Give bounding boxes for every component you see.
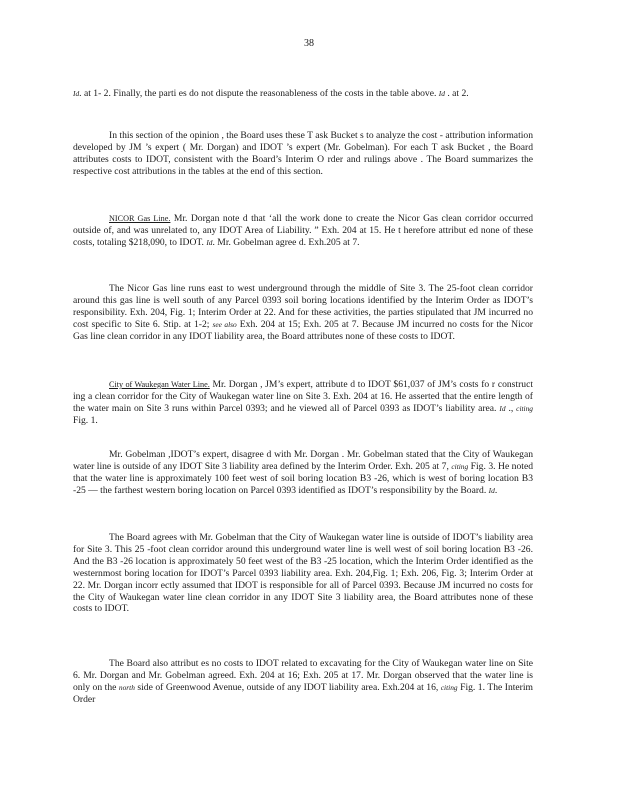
paragraph-nicor-gas-line — [73, 213, 533, 249]
citation-italic: citing — [451, 461, 469, 471]
citation-italic: Id — [488, 485, 495, 495]
body-text: ., — [505, 402, 517, 414]
citation-italic: Id — [499, 403, 506, 413]
citation-italic: citing — [440, 682, 458, 692]
body-text: In this section of the opinion , the Board uses these T ask Bucket s to analyze the cost - attribution information developed by JM ’s expert ( Mr. Dorgan) and IDOT ’s expert (Mr. Gobelman). For each T ask Bucket , the Board attributes costs to IDOT, consistent with the Board’s Interim O rder and rulings above . The Board summarizes the respective cost attributions in the tables at the end of this section. — [73, 130, 533, 177]
citation-italic: Id — [438, 89, 445, 98]
body-text: The Nicor Gas line runs east to west underground through the middle of Site 3. The 25-foot clean corridor around this gas line is well south of any Parcel 0393 soil boring locations identified by the Interim Order as IDOT’s responsibility. Exh. 204, Fig. 1; Interim Order at 22. And for these activities, the parties stipulated that JM incurred no cost specific to Site 6. Stip. at 1-2; — [73, 283, 533, 330]
body-text: side of Greenwood Avenue, outside of any IDOT liability area. Exh.204 at 16, — [134, 681, 441, 693]
citation-italic: see also — [212, 319, 237, 329]
body-text: Mr. Dorgan note d that ‘all the work done to create the Nicor Gas clean corridor occurred outside of, and was unrelated to, any IDOT Area of Liability. ” Exh. 204 at 15. He t herefore attribut ed none of these costs, totaling $218,090, to IDOT. — [73, 213, 533, 248]
paragraph-board-agrees — [73, 532, 533, 615]
paragraph-intro — [73, 130, 533, 178]
body-text: . at 1- 2. Finally, the parti es do not dispute the reasonableness of the costs in the table above. — [79, 88, 439, 99]
body-text: . Mr. Gobelman agree d. Exh.205 at 7. — [212, 236, 360, 248]
paragraph-continuation — [73, 88, 533, 100]
paragraph-nicor-analysis — [73, 283, 533, 343]
citation-italic: Id — [206, 237, 213, 247]
body-text: Mr. Gobelman ,IDOT’s expert, disagree d with Mr. Dorgan . Mr. Gobelman stated that the City of Waukegan water line is outside of any IDOT Site 3 liability area defined by the Interim Order. Exh. 205 at 7, — [73, 449, 533, 472]
citation-italic: citing — [516, 403, 534, 413]
body-text: . — [494, 484, 498, 496]
body-text: The Board agrees with Mr. Gobelman that the City of Waukegan water line is outside of IDOT’s liability area for Site 3. This 25 -foot clean corridor around this underground water line is well west of soil boring location B3 -26. And the B3 -26 location is approximately 50 feet west of the B3 -25 location, which the Interim Order identified as the westernmost boring location for IDOT’s Parcel 0393 liability area. Exh. 204,Fig. 1; Exh. 206, Fig. 3; Interim Order at 22. Mr. Dorgan incorr ectly assumed that IDOT is responsible for all of Parcel 0393. Because JM incurred no costs for the City of Waukegan water line clean corridor in any IDOT Site 3 liability area, the Board attributes none of these costs to IDOT. — [73, 532, 533, 615]
section-heading: NICOR Gas Line. — [109, 214, 171, 223]
body-text: Fig. 3. He noted that the water line is approximately 100 feet west of soil boring location B3 -26, which is west of boring location B3 -25 — the farthest western boring location on Parcel 0393 identified as IDOT’s responsibility by the Board. — [73, 460, 533, 496]
body-text: The Board also attribut es no costs to IDOT related to excavating for the City of Waukegan water line on Site 6. Mr. Dorgan and Mr. Gobelman agreed. Exh. 204 at 16; Exh. 205 at 17. Mr. Dorgan observed that the water line is only on the — [73, 658, 533, 693]
paragraph-waukegan-water-line — [73, 379, 533, 427]
paragraph-gobelman-disagrees — [73, 449, 533, 497]
body-text: Mr. Dorgan , JM’s expert, attribute d to IDOT $61,037 of JM’s costs fo r construct ing a clean corridor for the City of Waukegan water line on Site 3. Exh. 204 at 16. He asserted that the entire length of the water main on Site 3 runs within Parcel 0393; and he viewed all of Parcel 0393 as IDOT’s liability area. — [73, 379, 533, 414]
body-text: Fig. 1. The Interim Order — [73, 681, 533, 705]
body-text: . at 2. — [444, 88, 469, 99]
citation-italic: Id — [73, 89, 80, 98]
body-text: Fig. 1. — [73, 414, 98, 426]
body-text: Exh. 204 at 15; Exh. 205 at 7. Because JM incurred no costs for the Nicor Gas line clean corridor in any IDOT liability area, the Board attributes none of these costs to IDOT. — [73, 318, 534, 342]
section-heading: City of Waukegan Water Line. — [109, 380, 210, 389]
citation-italic: north — [118, 682, 135, 692]
page-number: 38 — [304, 38, 314, 49]
paragraph-site-6-excavation — [73, 658, 533, 706]
